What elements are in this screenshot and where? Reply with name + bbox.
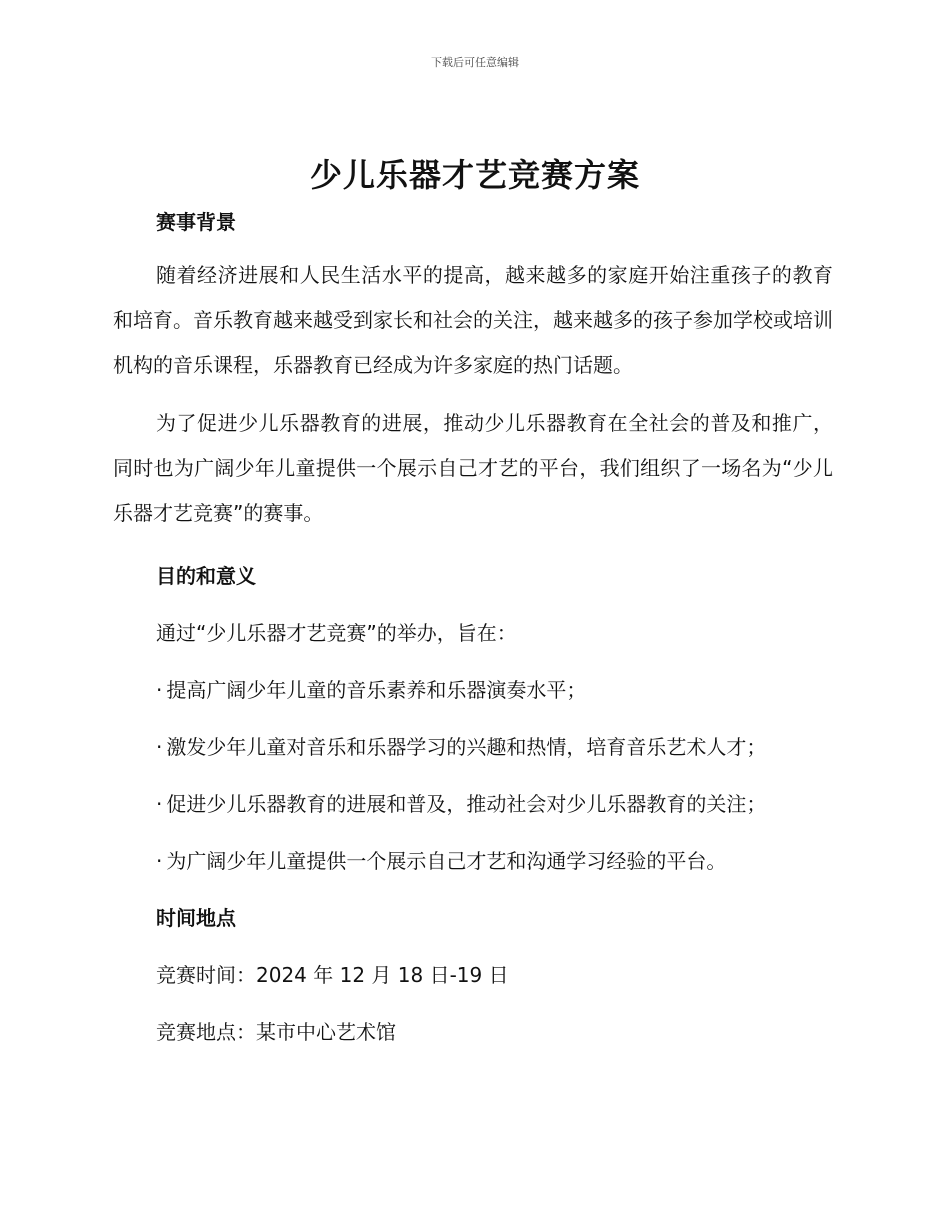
- bullet-dot: ·: [156, 792, 163, 816]
- document-body: [113, 204, 833, 1050]
- purpose-intro: 通过“少儿乐器才艺竞赛”的举办，旨在：: [156, 621, 517, 645]
- purpose-bullet: [156, 729, 833, 765]
- purpose-bullet-text: 提高广阔少年儿童的音乐素养和乐器演奏水平；: [166, 678, 587, 702]
- bullet-dot: ·: [156, 849, 163, 873]
- purpose-bullet: [156, 843, 833, 879]
- section-heading-time-place: 时间地点: [156, 906, 236, 930]
- document-title: 少儿乐器才艺竞赛方案: [309, 156, 640, 194]
- event-time: 竞赛时间：2024 年 12 月 18 日-19 日: [156, 963, 509, 987]
- paragraph-background-2: 为了促进少儿乐器教育的进展，推动少儿乐器教育在全社会的普及和推广，同时也为广阔少年儿童提供一个展示自己才艺的平台，我们组织了一场名为“少儿乐器才艺竞赛”的赛事。: [113, 411, 833, 525]
- section-heading-purpose: 目的和意义: [156, 564, 256, 588]
- purpose-bullet: [156, 672, 833, 708]
- section-heading-background: 赛事背景: [156, 210, 236, 234]
- page-header-note: 下载后可任意编辑: [431, 56, 519, 69]
- bullet-dot: ·: [156, 678, 163, 702]
- purpose-bullet: [156, 786, 833, 822]
- paragraph-background-1: 随着经济进展和人民生活水平的提高，越来越多的家庭开始注重孩子的教育和培育。音乐教育越来越受到家长和社会的关注，越来越多的孩子参加学校或培训机构的音乐课程，乐器教育已经成为许多家庭的热门话题。: [113, 263, 833, 377]
- purpose-bullet-text: 促进少儿乐器教育的进展和普及，推动社会对少儿乐器教育的关注；: [166, 792, 767, 816]
- event-location: 竞赛地点：某市中心艺术馆: [156, 1020, 396, 1044]
- purpose-bullet-text: 为广阔少年儿童提供一个展示自己才艺和沟通学习经验的平台。: [166, 849, 727, 873]
- purpose-bullet-text: 激发少年儿童对音乐和乐器学习的兴趣和热情，培育音乐艺术人才；: [166, 735, 767, 759]
- bullet-dot: ·: [156, 735, 163, 759]
